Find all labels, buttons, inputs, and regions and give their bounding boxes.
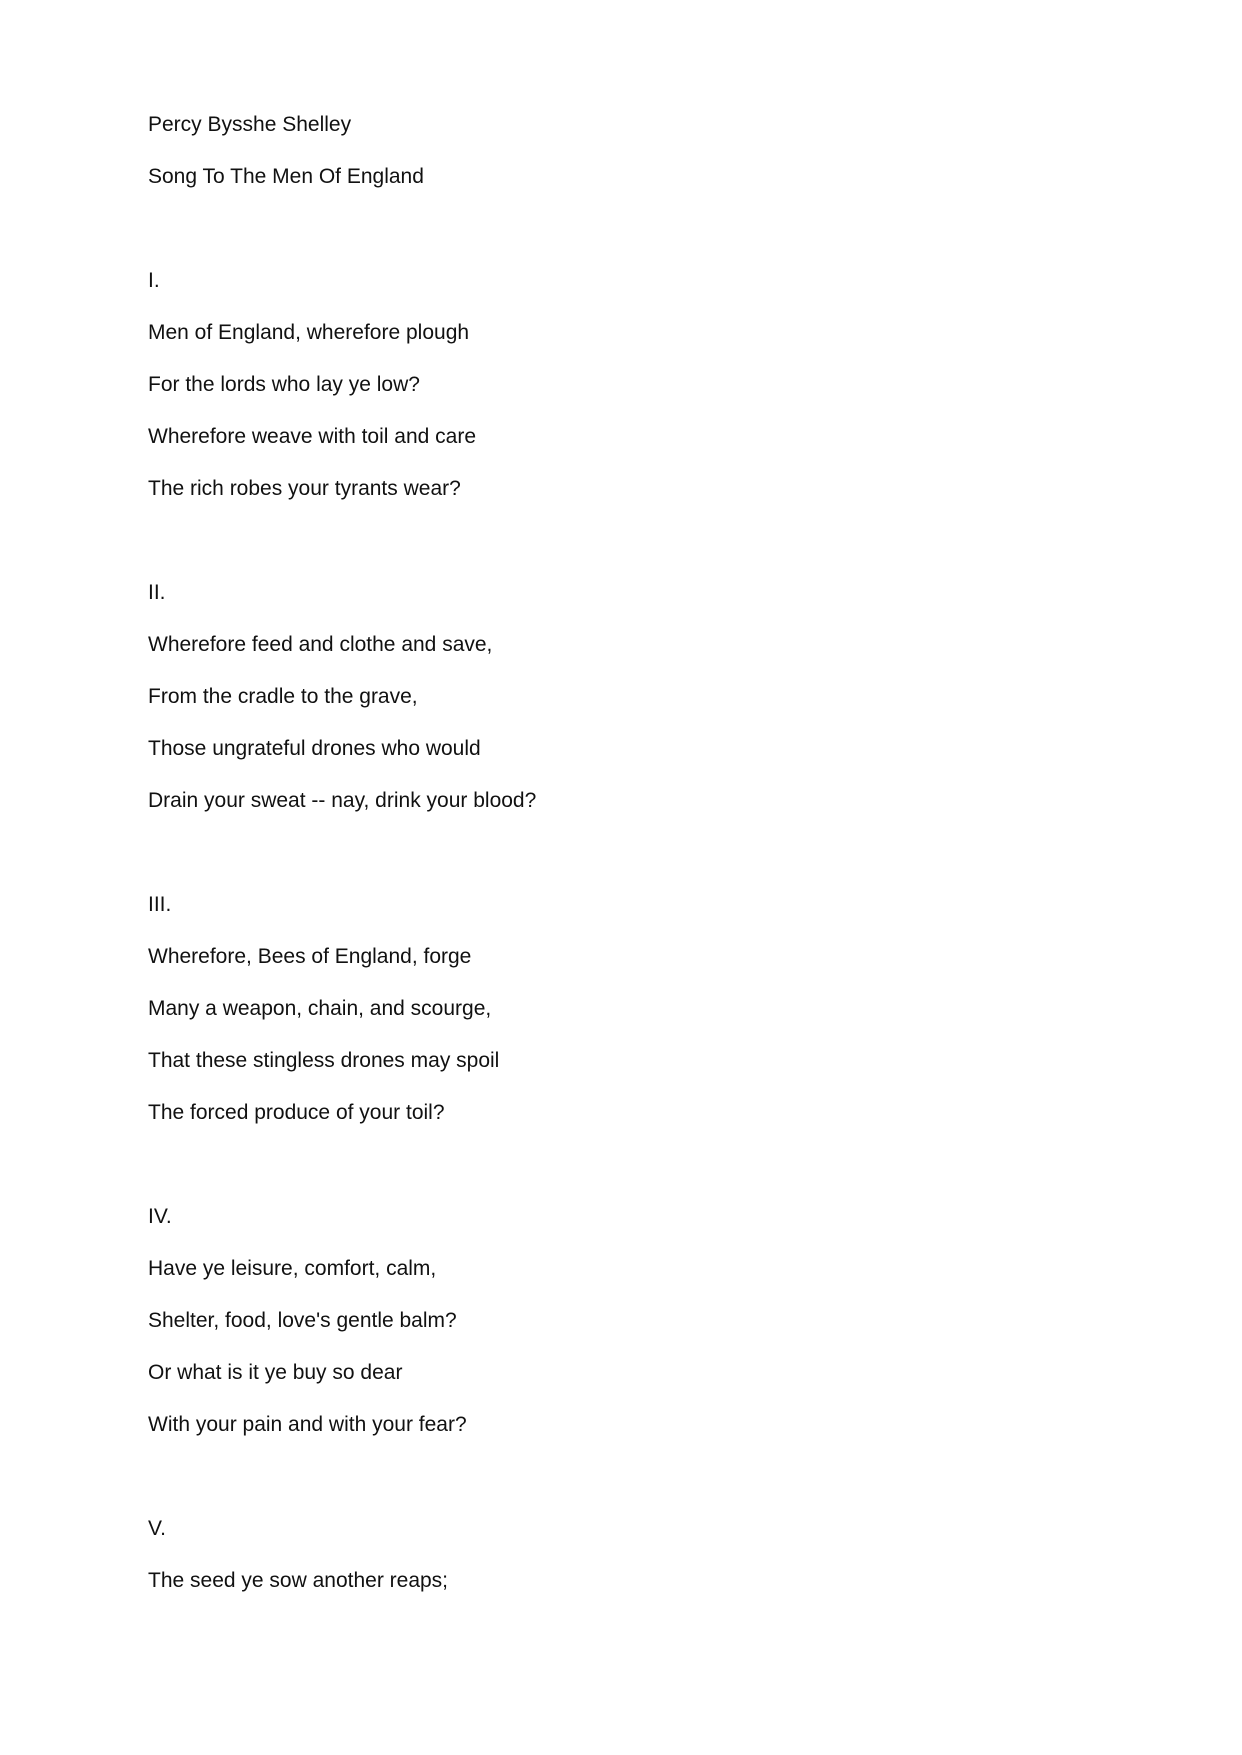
verse-line: That these stingless drones may spoil bbox=[148, 1049, 500, 1072]
stanza-numeral: I. bbox=[148, 269, 160, 292]
stanza-4 bbox=[148, 1204, 1148, 1438]
verse-line: Shelter, food, love's gentle balm? bbox=[148, 1309, 457, 1332]
stanza-1 bbox=[148, 268, 1148, 502]
stanza-numeral: IV. bbox=[148, 1205, 172, 1228]
stanza-numeral: V. bbox=[148, 1517, 166, 1540]
verse-line: For the lords who lay ye low? bbox=[148, 373, 420, 396]
poem-body bbox=[148, 112, 1148, 1620]
stanza-3 bbox=[148, 892, 1148, 1126]
verse-line: With your pain and with your fear? bbox=[148, 1413, 467, 1436]
verse-line: Wherefore weave with toil and care bbox=[148, 425, 476, 448]
stanza-numeral: II. bbox=[148, 581, 166, 604]
stanza-2 bbox=[148, 580, 1148, 814]
verse-line: Wherefore feed and clothe and save, bbox=[148, 633, 493, 656]
poem-title: Song To The Men Of England bbox=[148, 165, 424, 188]
spacer bbox=[148, 1152, 1148, 1204]
verse-line: The rich robes your tyrants wear? bbox=[148, 477, 461, 500]
spacer bbox=[148, 216, 1148, 268]
verse-line: From the cradle to the grave, bbox=[148, 685, 418, 708]
spacer bbox=[148, 840, 1148, 892]
verse-line: Many a weapon, chain, and scourge, bbox=[148, 997, 492, 1020]
verse-line: Have ye leisure, comfort, calm, bbox=[148, 1257, 437, 1280]
verse-line: Those ungrateful drones who would bbox=[148, 737, 481, 760]
verse-line: Or what is it ye buy so dear bbox=[148, 1361, 403, 1384]
verse-line: The forced produce of your toil? bbox=[148, 1101, 445, 1124]
verse-line: Men of England, wherefore plough bbox=[148, 321, 470, 344]
verse-line: The seed ye sow another reaps; bbox=[148, 1569, 449, 1592]
verse-line: Drain your sweat -- nay, drink your blood? bbox=[148, 789, 537, 812]
stanza-numeral: III. bbox=[148, 893, 172, 916]
author-name: Percy Bysshe Shelley bbox=[148, 113, 352, 136]
spacer bbox=[148, 1464, 1148, 1516]
spacer bbox=[148, 528, 1148, 580]
verse-line: Wherefore, Bees of England, forge bbox=[148, 945, 472, 968]
stanza-5 bbox=[148, 1516, 1148, 1594]
